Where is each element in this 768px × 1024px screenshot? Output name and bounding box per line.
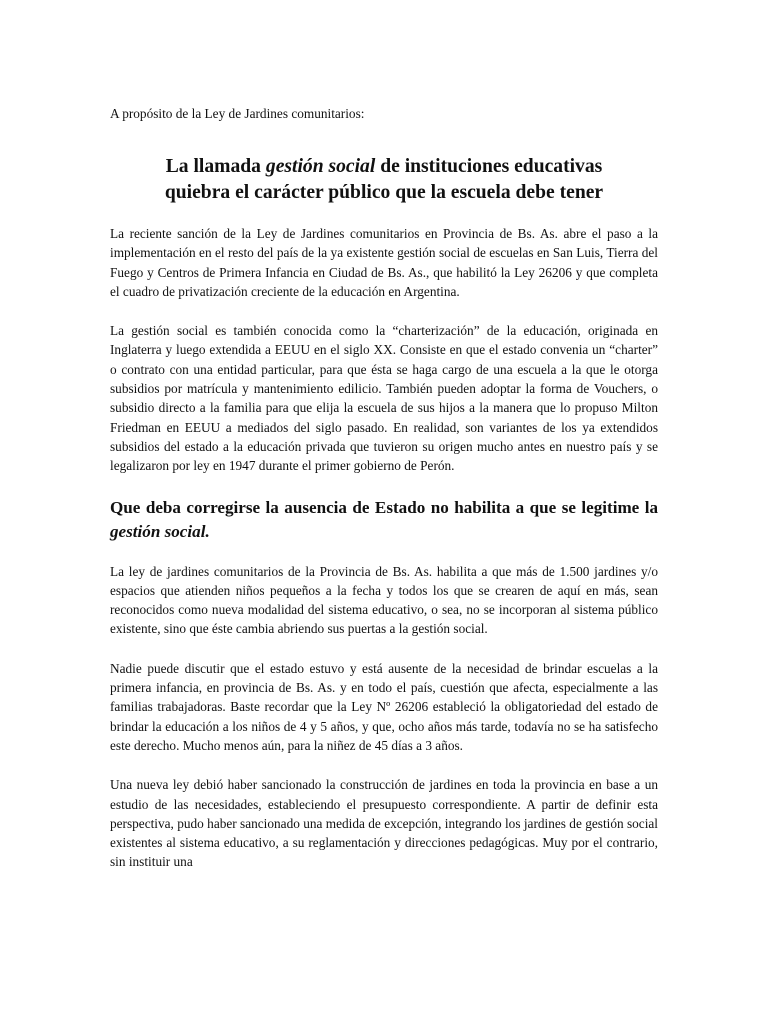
document-page: [110, 104, 658, 872]
title-line-1-post: de instituciones educativas: [375, 156, 603, 177]
document-title: [110, 154, 658, 206]
paragraph-3: La ley de jardines comunitarios de la Provincia de Bs. As. habilita a que más de 1.500 jardines y/o espacios que atienden niños pequeños a la fecha y todos los que se crearen de aquí en más, sean reconocidos como nueva modalidad del sistema educativo, o sea, no se incorporan al sistema público existente, sino que éste cambia abriendo sus puertas a la gestión social.: [110, 563, 658, 637]
section-heading: [110, 496, 658, 544]
paragraph-1: La reciente sanción de la Ley de Jardines comunitarios en Provincia de Bs. As. abre el paso a la implementación en el resto del país de la ya existente gestión social de escuelas en San Luis, Tierra del Fuego y Centros de Primera Infancia en Ciudad de Bs. As., que habilitó la Ley 26206 y que completa el cuadro de privatización creciente de la educación en Argentina.: [110, 226, 658, 299]
intro-line: A propósito de la Ley de Jardines comunitarios:: [110, 106, 365, 121]
title-line-1-pre: La llamada: [165, 156, 266, 177]
title-line-2: quiebra el carácter público que la escuela debe tener: [164, 182, 604, 203]
paragraph-5: Una nueva ley debió haber sancionado la construcción de jardines en toda la provincia en base a un estudio de las necesidades, estableciendo el presupuesto correspondiente. A partir de definir esta perspectiva, pudo haber sancionado una medida de excepción, integrando los jardines de gestión social existentes al sistema educativo, a su reglamentación y direcciones pedagógicas. Muy por el contrario, sin instituir una: [110, 777, 658, 870]
title-line-1: [110, 154, 658, 180]
paragraph-4: Nadie puede discutir que el estado estuvo y está ausente de la necesidad de brindar escuelas a la primera infancia, en provincia de Bs. As. y en todo el país, cuestión que afecta, especialmente a las familias trabajadoras. Baste recordar que la Ley Nº 26206 estableció la obligatoriedad del estado de brindar la educación a los niños de 4 y 5 años, y que, ocho años más tarde, todavía no se ha satisfecho este derecho. Mucho menos aún, para la niñez de 45 días a 3 años.: [110, 660, 658, 753]
section-heading-text: Que deba corregirse la ausencia de Estado no habilita a que se legitime la: [110, 497, 658, 517]
paragraph-2: La gestión social es también conocida como la “charterización” de la educación, originada en Inglaterra y luego extendida a EEUU en el siglo XX. Consiste en que el estado convenia un “charter” o contrato con una entidad particular, para que ésta se haga cargo de una escuela a la que le otorga subsidios por matrícula y mantenimiento edilicio. También pueden adoptar la forma de Vouchers, o subsidio directo a la familia para que elija la escuela de sus hijos a la manera que lo propuso Milton Friedman en EEUU a mediados del siglo pasado. En realidad, son variantes de los ya extendidos subsidios del estado a la educación privada que tuvieron su origen mucho antes en nuestro país y se legalizaron por ley en 1947 durante el primer gobierno de Perón.: [110, 323, 658, 474]
title-line-1-emphasis: gestión social: [265, 156, 376, 177]
section-heading-emphasis: gestión social.: [110, 521, 210, 541]
